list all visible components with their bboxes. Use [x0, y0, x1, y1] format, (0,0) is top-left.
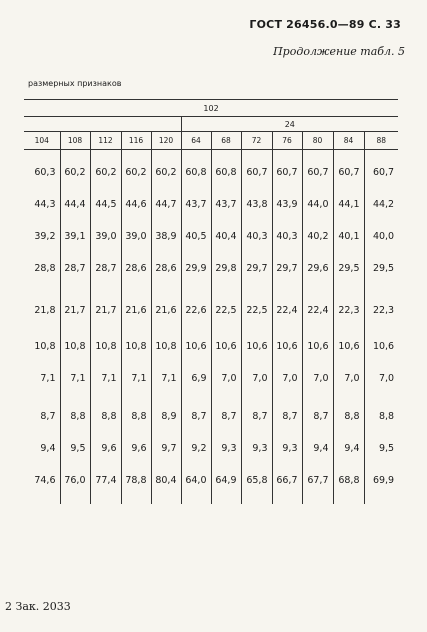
- table-cell: 9,3: [241, 436, 272, 460]
- spacer-cell: [333, 492, 364, 504]
- spacer-cell: [121, 150, 151, 161]
- table-cell: 10,6: [272, 334, 302, 358]
- spacer-cell: [181, 358, 211, 366]
- spacer-cell: [241, 280, 272, 298]
- spacer-cell: [121, 248, 151, 256]
- spacer-cell: [364, 280, 398, 298]
- spacer-cell: [272, 460, 302, 468]
- spacer-cell: [241, 460, 272, 468]
- row-spacer: [24, 322, 398, 334]
- spacer-cell: [211, 428, 241, 436]
- table-cell: 7,0: [364, 366, 398, 390]
- column-header: 112: [90, 132, 121, 150]
- spacer-cell: [364, 248, 398, 256]
- table-cell: 43,7: [211, 192, 241, 216]
- spacer-cell: [90, 358, 121, 366]
- spacer-cell: [272, 248, 302, 256]
- spacer-cell: [121, 280, 151, 298]
- table-row: [24, 298, 398, 322]
- table-cell: 44,4: [60, 192, 90, 216]
- table-cell: 9,2: [181, 436, 211, 460]
- table-cell: 39,0: [90, 224, 121, 248]
- spacer-cell: [302, 150, 333, 161]
- table-cell: 7,1: [40, 372, 56, 384]
- column-header: 80: [302, 132, 333, 150]
- spacer-cell: [241, 358, 272, 366]
- table-cell: 7,1: [121, 366, 151, 390]
- spacer-cell: [241, 216, 272, 224]
- spacer-cell: [60, 428, 90, 436]
- spacer-cell: [333, 280, 364, 298]
- table-cell: 77,4: [90, 468, 121, 492]
- table-cell: 60,8: [211, 160, 241, 184]
- table-cell: 29,6: [302, 256, 333, 280]
- spacer-cell: [90, 150, 121, 161]
- table-cell: 60,2: [60, 160, 90, 184]
- table-cell: 39,2: [34, 230, 56, 242]
- spacer-cell: [181, 216, 211, 224]
- spacer-cell: [272, 492, 302, 504]
- table-cell: 7,1: [151, 366, 181, 390]
- table-cell: 44,6: [121, 192, 151, 216]
- table-cell: 22,5: [211, 298, 241, 322]
- spacer-cell: [60, 150, 90, 161]
- table-cell: 10,6: [333, 334, 364, 358]
- table-cell: 38,9: [151, 224, 181, 248]
- table-cell: 60,2: [90, 160, 121, 184]
- spacer-cell: [241, 150, 272, 161]
- table-cell: 9,4: [333, 436, 364, 460]
- spacer-cell: [24, 428, 60, 436]
- column-header: 108: [60, 132, 90, 150]
- table-cell: 7,0: [211, 366, 241, 390]
- column-header: 72: [241, 132, 272, 150]
- spacer-cell: [181, 280, 211, 298]
- spacer-cell: [24, 184, 60, 192]
- table-cell: 29,5: [364, 256, 398, 280]
- subgroup-header: 24: [181, 117, 398, 132]
- row-spacer: [24, 492, 398, 504]
- table-cell: 65,8: [241, 468, 272, 492]
- spacer-cell: [90, 390, 121, 404]
- spacer-cell: [151, 358, 181, 366]
- spacer-cell: [60, 390, 90, 404]
- spacer-cell: [364, 216, 398, 224]
- spacer-cell: [90, 216, 121, 224]
- spacer-cell: [90, 322, 121, 334]
- spacer-cell: [24, 390, 60, 404]
- table-cell: 8,7: [181, 404, 211, 428]
- spacer-cell: [151, 492, 181, 504]
- table-cell: 21,6: [121, 298, 151, 322]
- spacer-cell: [90, 280, 121, 298]
- spacer-cell: [302, 390, 333, 404]
- table-cell: 44,5: [90, 192, 121, 216]
- spacer-cell: [364, 390, 398, 404]
- spacer-cell: [302, 492, 333, 504]
- spacer-cell: [211, 150, 241, 161]
- table-cell: 8,8: [121, 404, 151, 428]
- spacer-cell: [272, 216, 302, 224]
- spacer-cell: [121, 460, 151, 468]
- table-cell: 28,6: [151, 256, 181, 280]
- spacer-cell: [24, 460, 60, 468]
- spacer-cell: [241, 322, 272, 334]
- row-spacer: [24, 358, 398, 366]
- spacer-cell: [181, 390, 211, 404]
- spacer-cell: [121, 216, 151, 224]
- spacer-cell: [302, 280, 333, 298]
- spacer-cell: [333, 150, 364, 161]
- table-cell: 6,9: [181, 366, 211, 390]
- table-cell: 10,8: [34, 340, 56, 352]
- spacer-cell: [151, 460, 181, 468]
- spacer-cell: [333, 216, 364, 224]
- table-cell: 10,8: [90, 334, 121, 358]
- table-cell: 60,7: [272, 160, 302, 184]
- spacer-cell: [151, 150, 181, 161]
- spacer-cell: [272, 280, 302, 298]
- spacer-cell: [121, 322, 151, 334]
- column-header: 76: [272, 132, 302, 150]
- spacer-cell: [181, 322, 211, 334]
- spacer-cell: [24, 322, 60, 334]
- spacer-cell: [24, 248, 60, 256]
- table-cell: 7,0: [333, 366, 364, 390]
- spacer-cell: [241, 390, 272, 404]
- spacer-cell: [211, 460, 241, 468]
- table-cell: 28,7: [60, 256, 90, 280]
- row-spacer: [24, 428, 398, 436]
- spacer-cell: [151, 216, 181, 224]
- column-header: 116: [121, 132, 151, 150]
- spacer-cell: [333, 322, 364, 334]
- spacer-cell: [241, 492, 272, 504]
- table-cell: 8,9: [151, 404, 181, 428]
- spacer-cell: [272, 428, 302, 436]
- table-cell: 64,9: [211, 468, 241, 492]
- table-row: [24, 366, 398, 390]
- spacer-cell: [24, 216, 60, 224]
- table-cell: 10,6: [302, 334, 333, 358]
- spacer-cell: [121, 428, 151, 436]
- spacer-cell: [60, 322, 90, 334]
- spacer-cell: [90, 184, 121, 192]
- group-header: 102: [24, 100, 398, 117]
- table-cell: 29,7: [241, 256, 272, 280]
- table-cell: 10,6: [211, 334, 241, 358]
- table-cell: 22,4: [302, 298, 333, 322]
- table-cell: 40,0: [364, 224, 398, 248]
- spacer-cell: [60, 358, 90, 366]
- table-cell: 40,5: [181, 224, 211, 248]
- spacer-cell: [211, 492, 241, 504]
- spacer-cell: [364, 492, 398, 504]
- table-cell: 22,3: [364, 298, 398, 322]
- table-cell: 8,8: [333, 404, 364, 428]
- table-cell: 44,3: [34, 198, 56, 210]
- spacer-cell: [333, 184, 364, 192]
- spacer-cell: [241, 184, 272, 192]
- column-header: 68: [211, 132, 241, 150]
- spacer-cell: [333, 358, 364, 366]
- table-cell: 9,6: [90, 436, 121, 460]
- table-cell: 22,4: [272, 298, 302, 322]
- table-cell: 60,8: [181, 160, 211, 184]
- table-cell: 29,5: [333, 256, 364, 280]
- column-header: 64: [181, 132, 211, 150]
- table-cell: 8,7: [40, 410, 56, 422]
- spacer-cell: [60, 216, 90, 224]
- spacer-cell: [302, 358, 333, 366]
- spacer-cell: [181, 460, 211, 468]
- spacer-cell: [151, 248, 181, 256]
- spacer-cell: [364, 322, 398, 334]
- spacer-cell: [333, 390, 364, 404]
- spacer-cell: [302, 460, 333, 468]
- spacer-cell: [60, 184, 90, 192]
- footer-order-number: 2 Зак. 2033: [5, 600, 71, 613]
- standard-page-header: ГОСТ 26456.0—89 С. 33: [249, 18, 401, 31]
- spacer-cell: [364, 428, 398, 436]
- table-cell: 60,2: [121, 160, 151, 184]
- spacer-cell: [364, 184, 398, 192]
- table-cell: 8,7: [272, 404, 302, 428]
- table-cell: 9,5: [60, 436, 90, 460]
- table-row: [24, 404, 398, 428]
- table-cell: 60,3: [34, 166, 56, 178]
- spacer-cell: [272, 184, 302, 192]
- spacer-cell: [302, 322, 333, 334]
- spacer-cell: [211, 358, 241, 366]
- spacer-cell: [181, 492, 211, 504]
- table-cell: 28,7: [90, 256, 121, 280]
- spacer-cell: [364, 150, 398, 161]
- spacer-cell: [151, 184, 181, 192]
- spacer-cell: [211, 390, 241, 404]
- spacer-cell: [24, 492, 60, 504]
- column-header: 104: [24, 132, 60, 150]
- table-cell: 66,7: [272, 468, 302, 492]
- table-cell: 8,7: [211, 404, 241, 428]
- spacer-cell: [151, 280, 181, 298]
- spacer-cell: [121, 358, 151, 366]
- table-cell: 60,7: [241, 160, 272, 184]
- table-cell: 40,3: [241, 224, 272, 248]
- spacer-cell: [364, 460, 398, 468]
- table-row: [24, 468, 398, 492]
- table-cell: 29,8: [211, 256, 241, 280]
- table-cell: 8,7: [241, 404, 272, 428]
- table-row: [24, 436, 398, 460]
- table-cell: 43,8: [241, 192, 272, 216]
- spacer-cell: [24, 280, 60, 298]
- spacer-cell: [60, 460, 90, 468]
- table-cell: 60,7: [333, 160, 364, 184]
- table-cell: 28,8: [34, 262, 56, 274]
- table-cell: 40,3: [272, 224, 302, 248]
- table-cell: 74,6: [34, 474, 56, 486]
- table-cell: 8,8: [60, 404, 90, 428]
- table-row: [24, 192, 398, 216]
- spacer-cell: [272, 150, 302, 161]
- spacer-cell: [211, 216, 241, 224]
- table-cell: 43,7: [181, 192, 211, 216]
- table-cell: 44,1: [333, 192, 364, 216]
- spacer-cell: [90, 248, 121, 256]
- table-row: [24, 160, 398, 184]
- table-row: [24, 334, 398, 358]
- measurements-table: [24, 99, 398, 504]
- row-spacer: [24, 184, 398, 192]
- spacer-cell: [60, 280, 90, 298]
- table-cell: 9,7: [151, 436, 181, 460]
- subgroup-header-empty: [24, 117, 181, 132]
- column-header: 88: [364, 132, 398, 150]
- table-cell: 9,5: [364, 436, 398, 460]
- row-spacer: [24, 280, 398, 298]
- spacer-cell: [90, 428, 121, 436]
- table-cell: 21,7: [90, 298, 121, 322]
- spacer-cell: [121, 492, 151, 504]
- table-cell: 40,2: [302, 224, 333, 248]
- spacer-cell: [121, 184, 151, 192]
- row-spacer: [24, 150, 398, 161]
- table-cell: 40,4: [211, 224, 241, 248]
- spacer-cell: [302, 184, 333, 192]
- table-cell: 68,8: [333, 468, 364, 492]
- table-continuation-label: Продолжение табл. 5: [273, 45, 405, 58]
- table-body: [24, 150, 398, 505]
- table-cell: 64,0: [181, 468, 211, 492]
- table-cell: 10,8: [121, 334, 151, 358]
- spacer-cell: [272, 390, 302, 404]
- table-cell: 44,0: [302, 192, 333, 216]
- table-cell: 29,9: [181, 256, 211, 280]
- spacer-cell: [90, 492, 121, 504]
- table-cell: 39,1: [60, 224, 90, 248]
- table-cell: 10,6: [241, 334, 272, 358]
- table-cell: 22,6: [181, 298, 211, 322]
- table-cell: 76,0: [60, 468, 90, 492]
- table-cell: 78,8: [121, 468, 151, 492]
- table-cell: 10,8: [60, 334, 90, 358]
- spacer-cell: [364, 358, 398, 366]
- table-cell: 7,0: [241, 366, 272, 390]
- spacer-cell: [121, 390, 151, 404]
- spacer-cell: [302, 248, 333, 256]
- table-cell: 9,4: [40, 442, 56, 454]
- table-cell: 10,6: [364, 334, 398, 358]
- spacer-cell: [211, 184, 241, 192]
- measurements-table-wrap: [24, 99, 398, 504]
- table-cell: 7,1: [90, 366, 121, 390]
- table-cell: 28,6: [121, 256, 151, 280]
- table-cell: 7,1: [60, 366, 90, 390]
- table-cell: 10,8: [151, 334, 181, 358]
- table-cell: 8,7: [302, 404, 333, 428]
- spacer-cell: [302, 216, 333, 224]
- row-spacer: [24, 248, 398, 256]
- table-cell: 21,6: [151, 298, 181, 322]
- table-cell: 44,2: [364, 192, 398, 216]
- spacer-cell: [151, 390, 181, 404]
- spacer-cell: [211, 248, 241, 256]
- table-cell: 40,1: [333, 224, 364, 248]
- spacer-cell: [181, 248, 211, 256]
- column-header: 120: [151, 132, 181, 150]
- table-cell: 39,0: [121, 224, 151, 248]
- spacer-cell: [60, 492, 90, 504]
- table-cell: 7,0: [302, 366, 333, 390]
- spacer-cell: [151, 322, 181, 334]
- table-cell: 60,2: [151, 160, 181, 184]
- table-cell: 9,3: [272, 436, 302, 460]
- spacer-cell: [211, 322, 241, 334]
- table-cell: 60,7: [302, 160, 333, 184]
- row-spacer: [24, 460, 398, 468]
- spacer-cell: [333, 248, 364, 256]
- spacer-cell: [333, 460, 364, 468]
- table-row: [24, 224, 398, 248]
- spacer-cell: [24, 358, 60, 366]
- spacer-cell: [181, 428, 211, 436]
- table-cell: 9,3: [211, 436, 241, 460]
- table-cell: 10,6: [181, 334, 211, 358]
- table-cell: 8,8: [90, 404, 121, 428]
- table-cell: 22,3: [333, 298, 364, 322]
- spacer-cell: [181, 184, 211, 192]
- table-cell: 60,7: [364, 160, 398, 184]
- spacer-cell: [181, 150, 211, 161]
- spacer-cell: [241, 248, 272, 256]
- spacer-cell: [302, 428, 333, 436]
- table-cell: 67,7: [302, 468, 333, 492]
- table-cell: 7,0: [272, 366, 302, 390]
- spacer-cell: [241, 428, 272, 436]
- spacer-cell: [272, 322, 302, 334]
- table-cell: 29,7: [272, 256, 302, 280]
- table-cell: 22,5: [241, 298, 272, 322]
- row-spacer: [24, 216, 398, 224]
- spacer-cell: [333, 428, 364, 436]
- table-cell: 44,7: [151, 192, 181, 216]
- spacer-cell: [24, 150, 60, 161]
- spacer-cell: [90, 460, 121, 468]
- table-cell: 69,9: [364, 468, 398, 492]
- spacer-cell: [211, 280, 241, 298]
- row-spacer: [24, 390, 398, 404]
- table-cell: 9,6: [121, 436, 151, 460]
- table-cell: 43,9: [272, 192, 302, 216]
- table-cell: 80,4: [151, 468, 181, 492]
- spacer-cell: [272, 358, 302, 366]
- table-cell: 21,8: [34, 304, 56, 316]
- column-header: 84: [333, 132, 364, 150]
- table-row: [24, 256, 398, 280]
- table-cell: 21,7: [60, 298, 90, 322]
- spacer-cell: [60, 248, 90, 256]
- table-cell: 8,8: [364, 404, 398, 428]
- column-header-row: [24, 132, 398, 150]
- section-label: размерных признаков: [28, 79, 122, 88]
- table-cell: 9,4: [302, 436, 333, 460]
- spacer-cell: [151, 428, 181, 436]
